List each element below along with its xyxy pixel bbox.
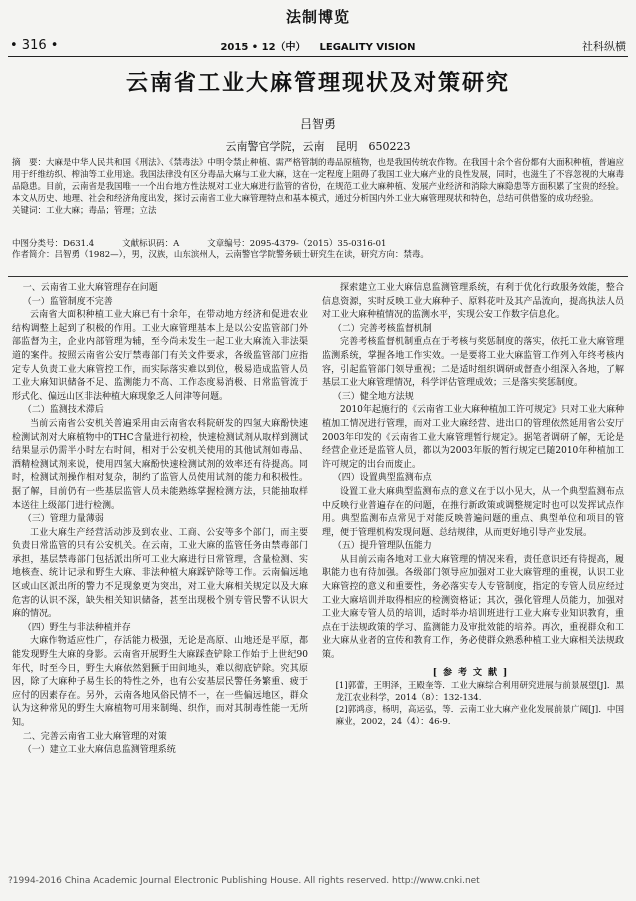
section-heading: （二）完善考核监督机制 bbox=[332, 323, 432, 334]
section-heading: 一、云南省工业大麻管理存在问题 bbox=[22, 283, 158, 293]
paragraph: 2010年起施行的《云南省工业大麻种植加工许可规定》只对工业大麻种植加工情况进行管理，而对工业大麻经营、进出口的管理依然延用省公安厅2003年印发的《云南省工业大麻管理暂行规定》。据笔者调研了解，无论是经营企业还是监管人员，都以为2003年版的暂行规定已随2010年种植加工许可规定的出台而废止。 bbox=[322, 405, 624, 470]
document-code: 文献标识码：A bbox=[122, 239, 180, 249]
author-bio: 作者简介：吕智勇（1982—），男，汉族，山东滨州人，云南警官学院警务硕士研究生在读，研究方向：禁毒。 bbox=[12, 250, 429, 260]
section-heading: （一）建立工业大麻信息监测管理系统 bbox=[22, 745, 176, 756]
paragraph: 设置工业大麻典型监测布点的意义在于以小见大，从一个典型监测布点中反映行业普遍存在的问题，在推行新政策或调整规定时也可以发挥试点作用。典型监测布点常见于对能反映普遍问题的重点、典型单位和项目的管理，便于管理机构发现问题、总结规律，从而更好地引导产业发展。 bbox=[322, 486, 624, 538]
section-heading: （一）监管制度不完善 bbox=[22, 296, 113, 307]
article-title: 云南省工业大麻管理现状及对策研究 bbox=[125, 71, 510, 96]
section-heading: 二、完善云南省工业大麻管理的对策 bbox=[22, 731, 167, 742]
section-name: 社科纵横 bbox=[582, 40, 626, 53]
references-title: [参考文献] bbox=[432, 667, 514, 678]
journal-name-en: LEGALITY VISION bbox=[319, 42, 416, 53]
meta-rule bbox=[8, 276, 628, 277]
header-rule bbox=[8, 56, 628, 57]
abstract-text: 摘 要：大麻是中华人民共和国《刑法》、《禁毒法》中明令禁止种植、需严格管制的毒品原植物，也是我国传统农作物。在我国十余个省份都有大面积种植，普遍应用于纤维纺织、榨油等工业用途。我国法律没有区分毒品大麻与工业大麻，这在一定程度上阻碍了我国工业大麻产业的良性发展，同时，也滋生了不容忽视的大麻毒品隐患。目前，云南省是我国唯一一个出台地方性法规对工业大麻进行监管的省份，在规范工业大麻种植、发展产业经济和消除大麻隐患等方面积累了宝贵的经验。本文从历史、地理、社会和经济角度出发，探讨云南省工业大麻管理特点和基本模式，通过分析国内外工业大麻管理现状和特色，总结可供借鉴的成功经验。 bbox=[12, 158, 625, 204]
journal-info bbox=[0, 38, 636, 53]
paragraph: 云南省大面积种植工业大麻已有十余年，在带动地方经济和促进农业结构调整上起到了积极的作用。工业大麻管理基本上是以公安监管部门外部监督为主，企业内部管理为辅，至今尚未发生一起工业大麻流入非法渠道的案件。按照云南省公安厅禁毒部门有关文件要求，各级监管部门应指定专人负责工业大麻管控工作，而实际落实难以到位，极易造成监管人员工业大麻知识储备不足、监测能力不高、工作态度易消极、日常监管流于形式化、偏远山区非法种植大麻现象乏人问津等问题。 bbox=[12, 310, 308, 402]
section-heading: （四）设置典型监测布点 bbox=[332, 473, 432, 484]
article-number: 文章编号：2095-4379-（2015）35-0316-01 bbox=[207, 239, 387, 249]
page-number: • 316 • bbox=[10, 38, 59, 53]
paragraph: 大麻作物适应性广，存活能力极强，无论是高原、山地还是平原，都能发现野生大麻的身影。云南省开展野生大麻踩查铲除工作始于上世纪90年代，时至今日，野生大麻依然猖獗于田间地头，难以彻底铲除。究其原因，除了大麻种子易生长的特性之外，也有公安基层民警任务繁重、疲于应付的因素存在。另外，云南各地风俗民情不一，在一些偏远地区，群众认为这种常见的野生大麻植物可用来制绳、织作，而对其制毒性能一无所知。 bbox=[12, 636, 308, 728]
clc-number: 中图分类号：D631.4 bbox=[12, 239, 95, 249]
paragraph: 完善考核监督机制重点在于考核与奖惩制度的落实，依托工业大麻管理监测系统，掌握各地工作实效。一是要将工业大麻监管工作列入年终考核内容，引起监管部门领导重视；二是适时组织调研或督查小组深入各地，了解基层工业大麻管理情况，科学评估管理成效；三是落实奖惩制度。 bbox=[322, 337, 624, 389]
paragraph: 从目前云南各地对工业大麻管理的情况来看，责任意识还有待提高，履职能力也有待加强。各级部门领导应加强对工业大麻管理的重视，认识工业大麻管控的意义和重要性，务必落实专人专管制度，指定的专管人员应经过工业大麻培训并取得相应的检测资格证；其次，强化管理人员能力，加强对工业大麻专管人员的培训，适时举办培训班进行工业大麻专业知识教育，重点在于法规政策的学习、监测能力及审批效能的培养。再次，重视群众和工业大麻从业者的宣传和教育工作，务必使群众熟悉种植工业大麻相关法规政策。 bbox=[322, 554, 624, 661]
paragraph: 工业大麻生产经营活动涉及到农业、工商、公安等多个部门，而主要负责日常监管的只有公安机关。在云南，工业大麻的监管任务由禁毒部门承担，基层禁毒部门包括派出所可工业大麻进行日常管理，含量检测、实地核查、统计记录和野生大麻、非法种植大麻踩铲除等工作。云南偏远地区或山区派出所的警力不足现象更为突出，对工业大麻相关规定以及大麻危害的认识不深，缺失相关知识储备，甚至出现极个别专管民警不认识大麻的情况。 bbox=[12, 527, 308, 620]
keywords: 关键词：工业大麻；毒品；管理；立法 bbox=[12, 206, 157, 216]
author: 吕智勇 bbox=[299, 117, 336, 131]
left-column bbox=[12, 282, 308, 758]
section-heading: （三）管理力量薄弱 bbox=[22, 514, 104, 525]
abstract bbox=[12, 157, 624, 217]
copyright-footer: ?1994-2016 China Academic Journal Electronic Publishing House. All rights reserved. http://www.cnki.net bbox=[8, 876, 480, 886]
paragraph: 探索建立工业大麻信息监测管理系统，有利于优化行政服务效能，整合信息资源，实时反映工业大麻种子、原料花叶及其产品流向，提高执法人员对工业大麻种植情况的监测水平，实现公安工作数字信息化。 bbox=[322, 283, 624, 321]
section-heading: （五）提升管理队伍能力 bbox=[332, 541, 432, 552]
section-heading: （四）野生与非法种植并存 bbox=[22, 622, 131, 633]
column-name: 法制博览 bbox=[285, 8, 350, 26]
affiliation: 云南警官学院，云南 昆明 650223 bbox=[225, 140, 411, 153]
paragraph: 当前云南省公安机关普遍采用由云南省农科院研发的四氢大麻酚快速检测试剂对大麻植物中的THC含量进行初检，快速检测试剂从取样到测试结果显示仍需半小时左右时间，相对于公安机关使用的其他试剂如毒品、酒精检测试剂来说，使用四氢大麻酚快速检测试剂的效率还有待提高。同时，检测试剂操作相对复杂，制约了监管人员使用试剂的能力和积极性。据了解，目前仍有一些基层监管人员未能熟练掌握检测方法，只能抽取样本送往上级部门进行检测。 bbox=[12, 418, 308, 511]
reference-item: [1]郭蕾，王明泽，王殿奎等．工业大麻综合利用研究进展与前景展望[J]．黑龙江农业科学，2014（8）：132-134. bbox=[335, 681, 624, 704]
article-meta bbox=[12, 239, 624, 261]
issue: 2015 • 12（中） bbox=[220, 42, 306, 53]
section-heading: （二）监测技术滞后 bbox=[22, 405, 104, 416]
reference-item: [2]郭鸿彦，杨明，高运弘，等．云南工业大麻产业化发展前景广阔[J]．中国麻业，2002，24（4）：46-9. bbox=[335, 705, 624, 728]
right-column bbox=[322, 282, 624, 728]
section-heading: （三）健全地方法规 bbox=[332, 391, 414, 402]
